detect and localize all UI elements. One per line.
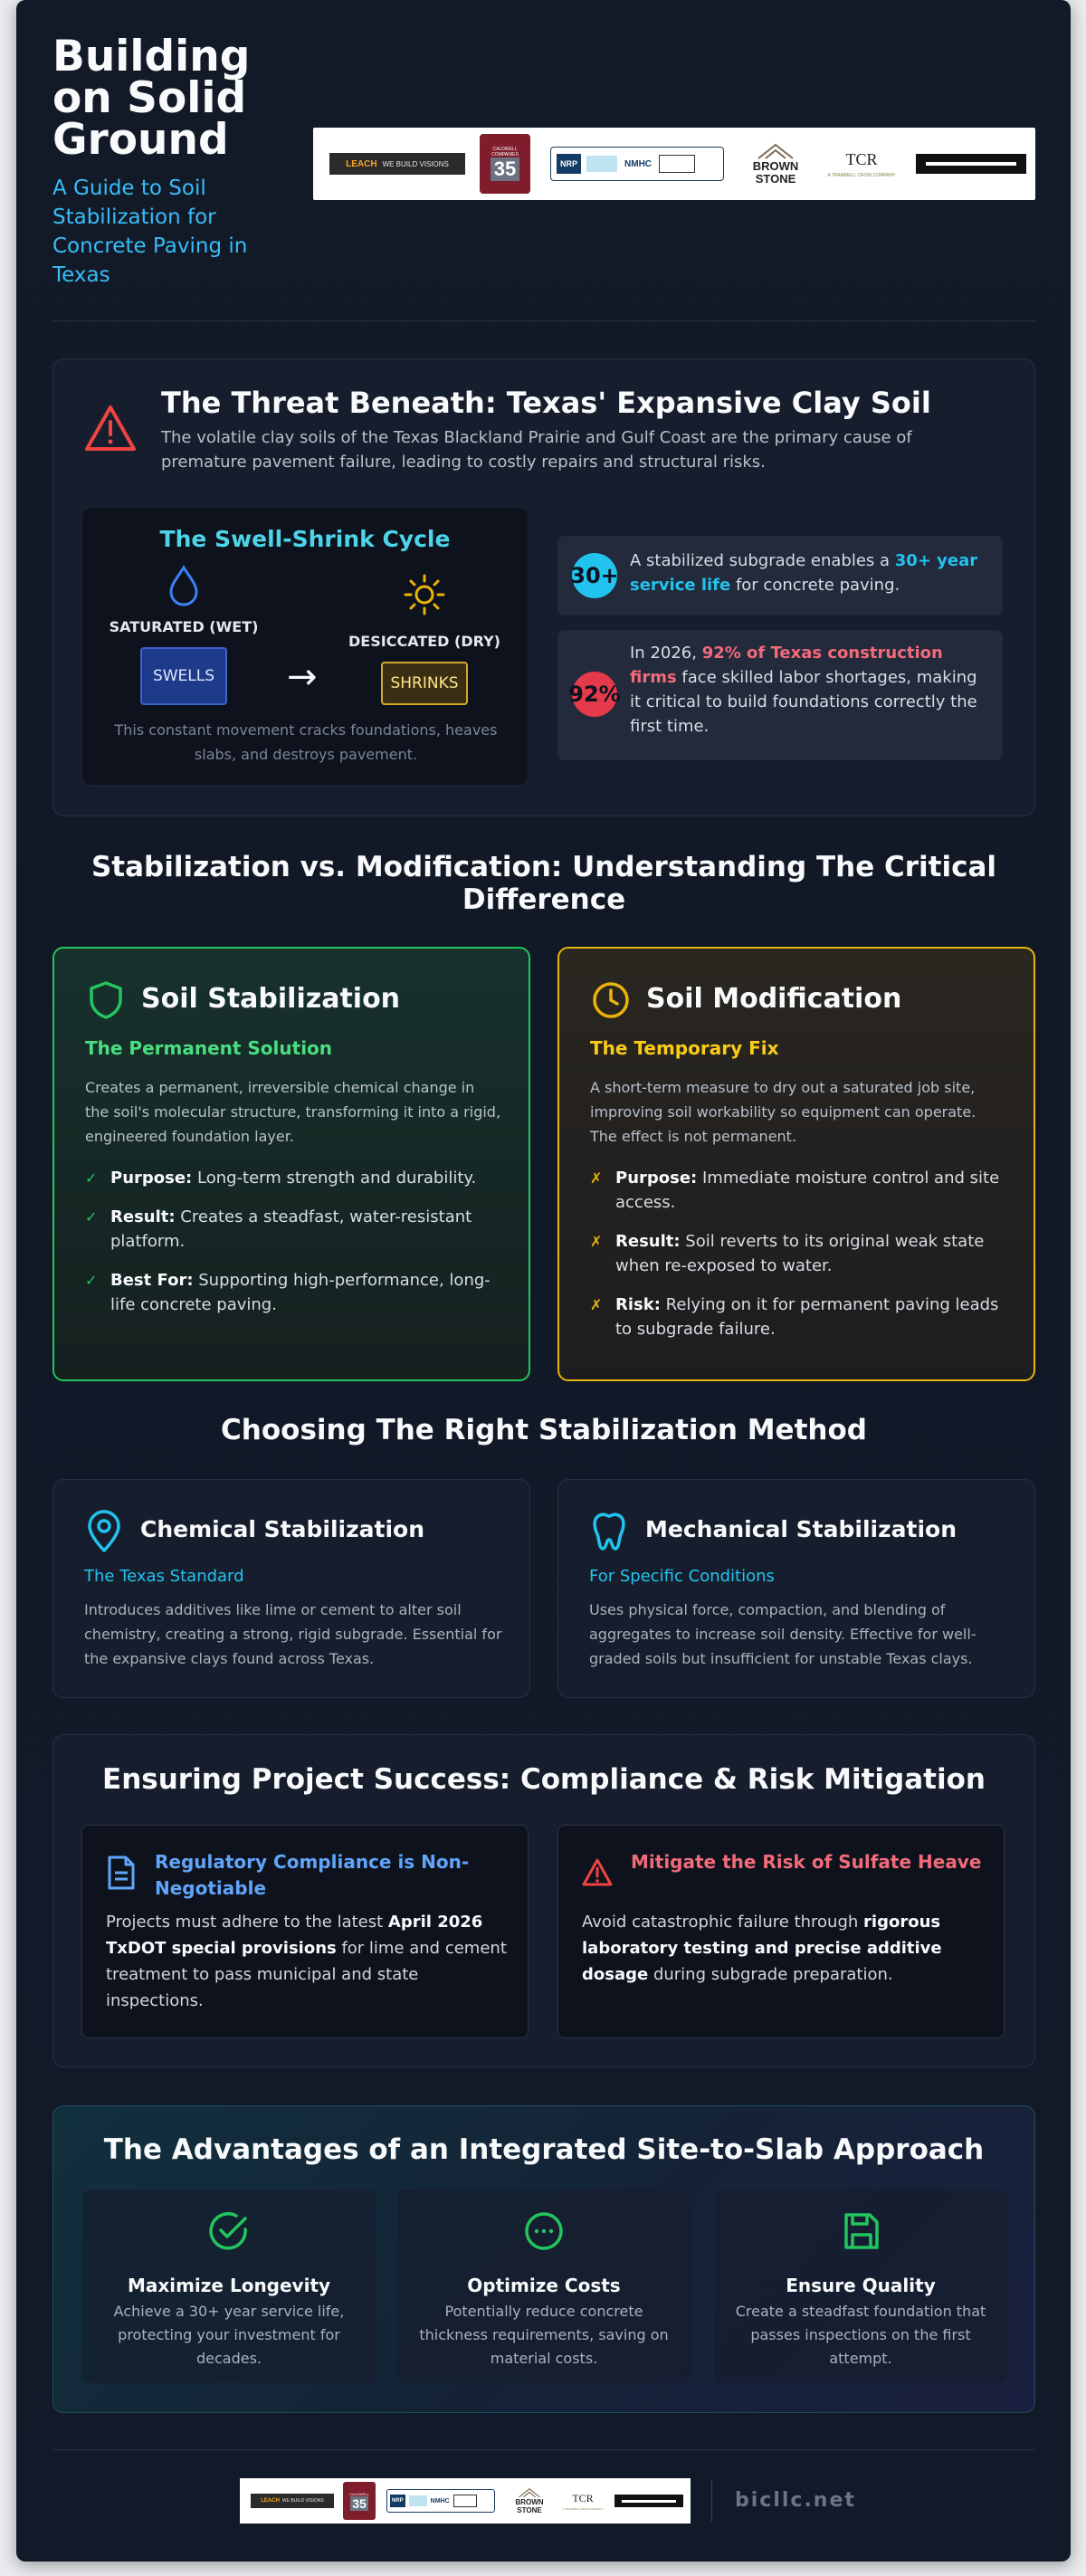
roof-icon [517,2487,542,2498]
list-item: ✓ Purpose: Long-term strength and durability. [85,1166,510,1190]
list-item: ✓ Result: Creates a steadfast, water-resistant platform. [85,1205,510,1254]
page-title: Building on Solid Ground [52,32,251,165]
advantages-title: The Advantages of an Integrated Site-to-Slab Approach [103,2133,985,2166]
check-circle-icon [207,2209,251,2253]
page-subtitle: A Guide to Soil Stabilization for Concrete Paving in Texas [52,177,248,287]
stat-card-labor-shortage [557,630,1003,760]
tcr-logo: TCR A TRAMMELL CROW COMPANY [562,2491,604,2511]
brownstone-logo: BROWN STONE [742,136,809,192]
check-icon: ✓ [85,1169,98,1187]
sulfate-card [557,1825,1005,2038]
list-item: ✗ Result: Soil reverts to its original weak state when re-exposed to water. [590,1229,1015,1278]
stabilization-description: Creates a permanent, irreversible chemical change in the soil's molecular structure, transforming it into a rigid, engineered foundation layer. [85,1079,501,1145]
mechanical-description: Uses physical force, compaction, and blending of aggregates to increase soil density. Effective for well-graded soils but insufficient for unstable Texas clays. [589,1601,976,1667]
advantage-title: Maximize Longevity [127,2275,331,2296]
stabilization-subtitle: The Permanent Solution [85,1037,333,1059]
list-item: ✗ Purpose: Immediate moisture control and site access. [590,1166,1015,1215]
footer-logo-strip [240,2478,691,2524]
advantage-text: Achieve a 30+ year service life, protecting your investment for decades. [113,2303,345,2367]
compliance-title: Ensuring Project Success: Compliance & Risk Mitigation [102,1763,986,1796]
threat-title: The Threat Beneath: Texas' Expansive Clay Soil [161,386,931,420]
divider [52,2449,1035,2450]
nrp-nmhc-logo: NRP NMHC [386,2489,495,2513]
shrinks-badge: SHRINKS [381,662,468,705]
advantage-text: Potentially reduce concrete thickness requirements, saving on material costs. [419,2303,669,2367]
chemical-description: Introduces additives like lime or cement to alter soil chemistry, creating a strong, rigid subgrade. Essential for the expansive clays found across Texas. [84,1601,502,1667]
comparison-title: Stabilization vs. Modification: Understanding The Critical Difference [90,851,997,916]
stabilization-title: Soil Stabilization [141,983,401,1015]
caldwell-logo: CALDWELL 35 [343,2482,376,2520]
modification-title: Soil Modification [646,983,902,1015]
wet-label: SATURATED (WET) [109,618,259,635]
cross-icon: ✗ [590,1169,603,1187]
contractor-logo [614,2495,683,2507]
warning-icon [582,1855,613,1891]
list-item: ✗ Risk: Relying on it for permanent paving leads to subgrade failure. [590,1293,1015,1341]
caldwell-logo: CALDWELL COMPANIES 35 [480,134,530,194]
roof-icon [757,142,795,160]
dry-label: DESICCATED (DRY) [348,633,500,650]
mechanical-card [557,1479,1035,1698]
water-drop-icon [166,564,202,607]
mechanical-title: Mechanical Stabilization [645,1516,957,1542]
modification-description: A short-term measure to dry out a saturated job site, improving soil workability so equipment can operate. The effect is not permanent. [590,1079,976,1145]
footer-website-link[interactable]: bicllc.net [735,2489,856,2512]
advantage-costs [397,2190,691,2383]
cross-icon: ✗ [590,1296,603,1313]
regulatory-title: Regulatory Compliance is Non-Negotiable [155,1851,470,1899]
clock-icon [590,979,632,1021]
regulatory-card [81,1825,529,2038]
footer-divider [711,2480,712,2522]
advantage-quality [714,2190,1007,2383]
more-circle-icon [522,2209,566,2253]
advantage-title: Optimize Costs [467,2275,621,2296]
list-item: ✓ Best For: Supporting high-performance, long-life concrete paving. [85,1268,510,1317]
cycle-note: This constant movement cracks foundations, heaves slabs, and destroys pavement. [114,721,498,763]
stat-text: A stabilized subgrade enables a 30+ year service life for concrete paving. [630,551,978,595]
leach-logo: LEACH WE BUILD VISIONS [251,2494,334,2508]
partner-logo-strip [313,128,1035,200]
mechanical-subtitle: For Specific Conditions [589,1567,775,1586]
stat-text: In 2026, 92% of Texas construction firms face skilled labor shortages, making it critical to build foundations correctly the first time. [630,644,977,736]
stat-badge: 92% [572,672,617,717]
regulatory-description: Projects must adhere to the latest April 2026 TxDOT special provisions for lime and cement treatment to pass municipal and state inspections. [106,1913,507,2010]
sulfate-description: Avoid catastrophic failure through rigorous laboratory testing and precise additive dosage during subgrade preparation. [582,1913,942,1984]
sulfate-title: Mitigate the Risk of Sulfate Heave [631,1851,982,1873]
stabilization-card [52,947,530,1381]
methods-title: Choosing The Right Stabilization Method [221,1414,867,1446]
sun-icon [403,573,446,616]
save-icon [839,2209,882,2253]
cycle-title: The Swell-Shrink Cycle [159,526,451,552]
shield-icon [85,979,127,1021]
advantage-longevity [82,2190,376,2383]
contractor-logo [916,154,1026,174]
tcr-logo: TCR A TRAMMELL CROW COMPANY [827,149,896,178]
leach-logo: LEACH WE BUILD VISIONS [329,153,465,175]
modification-card [557,947,1035,1381]
threat-description: The volatile clay soils of the Texas Blackland Prairie and Gulf Coast are the primary cause of premature pavement failure, leading to costly repairs and structural risks. [161,428,912,472]
advantages-card [52,2105,1035,2413]
chemical-subtitle: The Texas Standard [84,1567,244,1586]
infographic-page [16,0,1071,2562]
divider [52,320,1035,321]
cross-icon: ✗ [590,1233,603,1250]
advantage-text: Create a steadfast foundation that passes inspections on the first attempt. [735,2303,986,2367]
chemical-title: Chemical Stabilization [140,1516,425,1542]
modification-subtitle: The Temporary Fix [590,1037,779,1059]
document-icon [106,1855,137,1891]
warning-icon [83,404,138,453]
stat-badge: 30+ [572,553,617,598]
brownstone-logo: BROWN STONE [508,2482,551,2520]
stabilization-list [85,1166,510,1331]
advantage-title: Ensure Quality [786,2275,936,2296]
chemical-card [52,1479,530,1698]
nrp-nmhc-logo: NRP NMHC [550,147,724,181]
tooth-icon [589,1509,629,1554]
swells-badge: SWELLS [140,647,227,705]
check-icon: ✓ [85,1272,98,1289]
check-icon: ✓ [85,1208,98,1226]
swell-shrink-cycle [81,507,529,786]
map-pin-icon [84,1509,124,1554]
modification-list [590,1166,1015,1356]
stat-card-service-life [557,536,1003,615]
arrow-right-icon: → [287,656,318,698]
